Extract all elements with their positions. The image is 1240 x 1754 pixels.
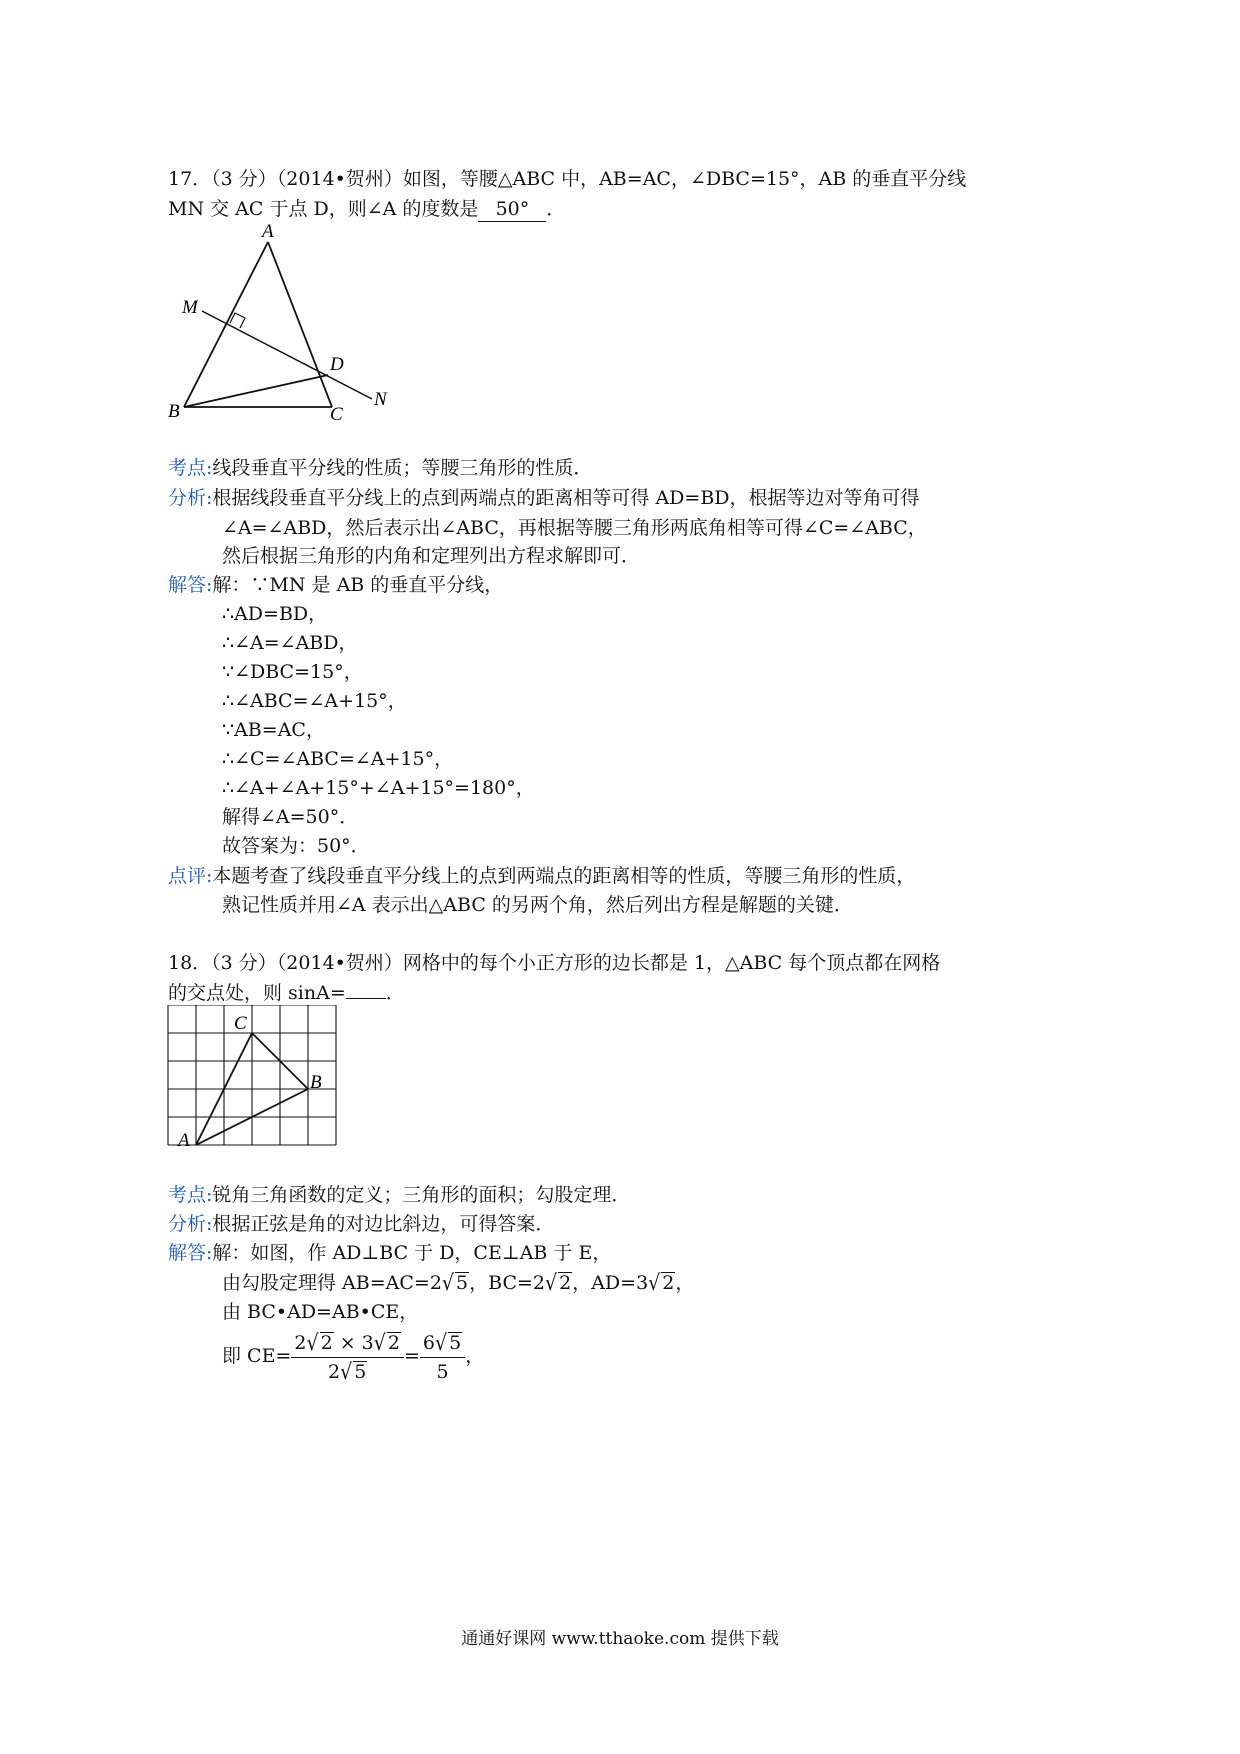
solution-text: ， [675,1272,695,1294]
q17-fenxi-line2: ∠A=∠ABD，然后表示出∠ABC，再根据等腰三角形两底角相等可得∠C=∠ABC， [222,517,927,539]
q17-answer-blank: 50° [478,197,546,222]
q18-solution-line4 [222,1326,484,1386]
fenxi-tag: 分析: [168,1213,213,1235]
segment-ac [268,242,332,407]
fraction-result [420,1329,465,1386]
segment-ab [184,242,268,407]
solution-text: ， [465,1345,485,1367]
solution-step: ∴∠ABC=∠A+15°， [222,690,407,712]
solution-step: ∴∠A+∠A+15°+∠A+15°=180°， [222,777,535,799]
q17-fenxi-line1 [168,483,920,513]
solution-step: ∴AD=BD， [222,603,328,625]
label-n: N [374,389,387,410]
label-a: A [178,1130,190,1151]
kaodian-text: 线段垂直平分线的性质；等腰三角形的性质． [212,457,593,479]
solution-step: ∵∠DBC=15°， [222,661,363,683]
q18-solution-line2 [222,1268,694,1298]
label-d: D [330,354,344,375]
fraction-numerator: 2√ 2 × 3√ 2 [291,1329,404,1358]
right-angle-mark [230,313,245,328]
q17-jieda-line1 [168,570,503,600]
q18-kaodian [168,1180,630,1210]
q17-stem-end: ． [546,198,566,220]
kaodian-text: 锐角三角函数的定义；三角形的面积；勾股定理． [212,1184,631,1206]
q18-stem-line2 [168,978,405,1008]
q17-stem-line1: 17．（3 分）（2014•贺州）如图，等腰△ABC 中，AB=AC，∠DBC=15°，AB 的垂直平分线 [168,168,967,190]
page-footer: 通通好课网 www.tthaoke.com 提供下载 [461,1629,779,1649]
fenxi-tag: 分析: [168,487,213,509]
kaodian-tag: 考点: [168,457,213,479]
radicand: 2 [559,1272,572,1294]
q17-stem-text: MN 交 AC 于点 D，则∠A 的度数是 [168,198,479,220]
equals-sign: = [403,1345,420,1367]
q17-dianping-line2: 熟记性质并用∠A 表示出△ABC 的另两个角，然后列出方程是解题的关键． [222,894,853,916]
solution-step: 解得∠A=50°． [222,806,359,828]
q18-solution-line3: 由 BC•AD=AB•CE， [222,1301,419,1323]
sqrt-sign: √ [545,1270,558,1296]
q18-jieda-line1 [168,1238,611,1268]
line-mn [202,311,372,399]
solution-step: ∴∠A=∠ABD， [222,632,358,654]
q18-grid-figure [160,1005,345,1153]
dianping-text-1: 本题考查了线段垂直平分线上的点到两端点的距离相等的性质，等腰三角形的性质， [212,865,916,887]
segment-bd [184,375,328,407]
fenxi-text: 根据正弦是角的对边比斜边，可得答案． [212,1213,555,1235]
solution-text: 由勾股定理得 AB=AC=2 [222,1272,442,1294]
solution-text: ，BC=2 [469,1272,545,1294]
q17-fenxi-line3: 然后根据三角形的内角和定理列出方程求解即可． [222,545,641,567]
sqrt-sign: √ [648,1270,661,1296]
label-c: C [330,404,343,425]
q18-answer-blank [346,998,386,999]
solution-text: 即 CE= [222,1345,292,1367]
q18-stem-end: ． [385,982,405,1004]
q18-stem-line1: 18．（3 分）（2014•贺州）网格中的每个小正方形的边长都是 1，△ABC 每个顶点都在网格 [168,952,941,974]
fenxi-text-1: 根据线段垂直平分线上的点到两端点的距离相等可得 AD=BD，根据等边对等角可得 [212,487,920,509]
solution-step: 故答案为：50°． [222,835,370,857]
label-b: B [310,1072,322,1093]
label-c: C [234,1013,247,1034]
sqrt-sign: √ [441,1270,455,1296]
q17-dianping-line1 [168,861,915,891]
radicand: 2 [662,1272,675,1294]
fraction-numerator: 6√ 5 [420,1329,465,1358]
label-a: A [262,221,274,242]
solution-step: 解：如图，作 AD⊥BC 于 D，CE⊥AB 于 E， [212,1242,612,1264]
fraction-denominator: 5 [436,1360,449,1383]
solution-step: 解：∵MN 是 AB 的垂直平分线， [212,574,504,596]
label-m: M [182,297,198,318]
solution-step: ∵AB=AC， [222,719,325,741]
jieda-tag: 解答: [168,1242,213,1264]
dianping-tag: 点评: [168,865,213,887]
solution-text: ，AD=3 [572,1272,649,1294]
q18-stem-text: 的交点处，则 sinA= [168,982,346,1004]
q17-kaodian [168,453,592,483]
q18-fenxi [168,1209,554,1239]
jieda-tag: 解答: [168,574,213,596]
solution-step: ∴∠C=∠ABC=∠A+15°， [222,748,454,770]
fraction-denominator: 2√ 5 [328,1358,367,1385]
q17-triangle-figure [160,215,410,430]
label-b: B [168,401,180,422]
fraction-ce [291,1329,404,1386]
kaodian-tag: 考点: [168,1184,213,1206]
radicand: 5 [456,1272,469,1294]
